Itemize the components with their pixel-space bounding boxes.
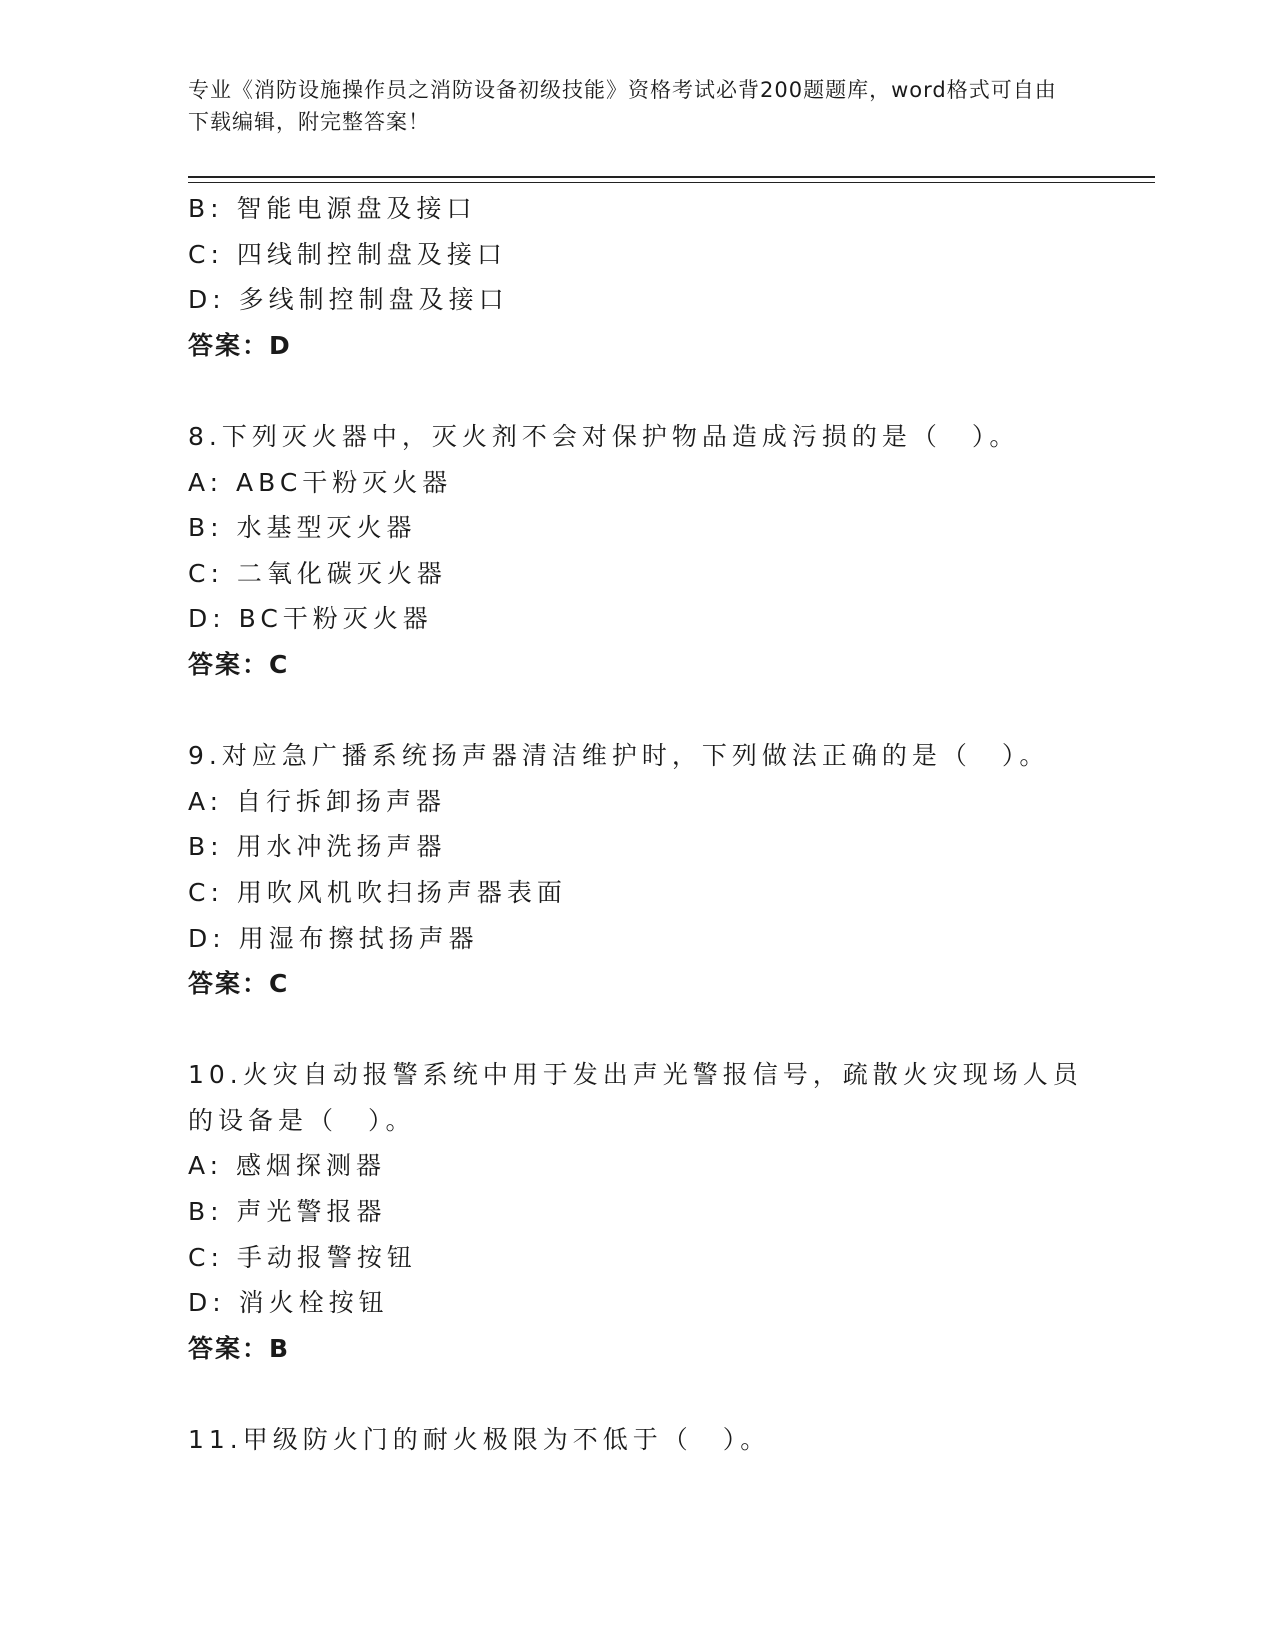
option-c: C: 手动报警按钮 <box>188 1242 417 1272</box>
option-c: C: 用吹风机吹扫扬声器表面 <box>188 877 567 907</box>
answer: 答案：D <box>188 330 292 360</box>
option-a: A: 感烟探测器 <box>188 1151 387 1181</box>
option-d: D: BC干粉灭火器 <box>188 604 433 634</box>
option-c: C: 四线制控制盘及接口 <box>188 239 507 269</box>
header-rule-thick <box>188 176 1155 178</box>
option-b: B: 水基型灭火器 <box>188 513 417 543</box>
question-block-9 <box>188 733 1088 1007</box>
option-a: A: ABC干粉灭火器 <box>188 467 453 497</box>
option-b: B: 声光警报器 <box>188 1197 387 1227</box>
question-list <box>188 186 1088 1463</box>
option-d: D: 多线制控制盘及接口 <box>188 285 509 315</box>
question-text: 8.下列灭火器中，灭火剂不会对保护物品造成污损的是（ ）。 <box>188 421 1020 451</box>
question-text: 9.对应急广播系统扬声器清洁维护时，下列做法正确的是（ ）。 <box>188 741 1050 771</box>
question-text: 10.火灾自动报警系统中用于发出声光警报信号，疏散火灾现场人员的设备是（ ）。 <box>188 1060 1083 1135</box>
question-text: 11.甲级防火门的耐火极限为不低于（ ）。 <box>188 1425 771 1455</box>
answer: 答案：C <box>188 649 290 679</box>
document-header <box>188 74 1068 138</box>
option-b: B: 用水冲洗扬声器 <box>188 832 447 862</box>
option-c: C: 二氧化碳灭火器 <box>188 558 447 588</box>
header-rule-thin <box>188 182 1155 183</box>
question-block-8 <box>188 414 1088 688</box>
option-d: D: 消火栓按钮 <box>188 1288 389 1318</box>
option-b: B: 智能电源盘及接口 <box>188 194 477 223</box>
answer: 答案：C <box>188 969 290 999</box>
option-a: A: 自行拆卸扬声器 <box>188 786 447 816</box>
question-block-7 <box>188 186 1088 368</box>
answer: 答案：B <box>188 1333 291 1363</box>
document-title: 专业《消防设施操作员之消防设备初级技能》资格考试必背200题题库，word格式可自由下载编辑，附完整答案！ <box>188 78 1057 134</box>
question-block-10 <box>188 1052 1088 1371</box>
option-d: D: 用湿布擦拭扬声器 <box>188 923 479 953</box>
question-block-11 <box>188 1417 1088 1463</box>
